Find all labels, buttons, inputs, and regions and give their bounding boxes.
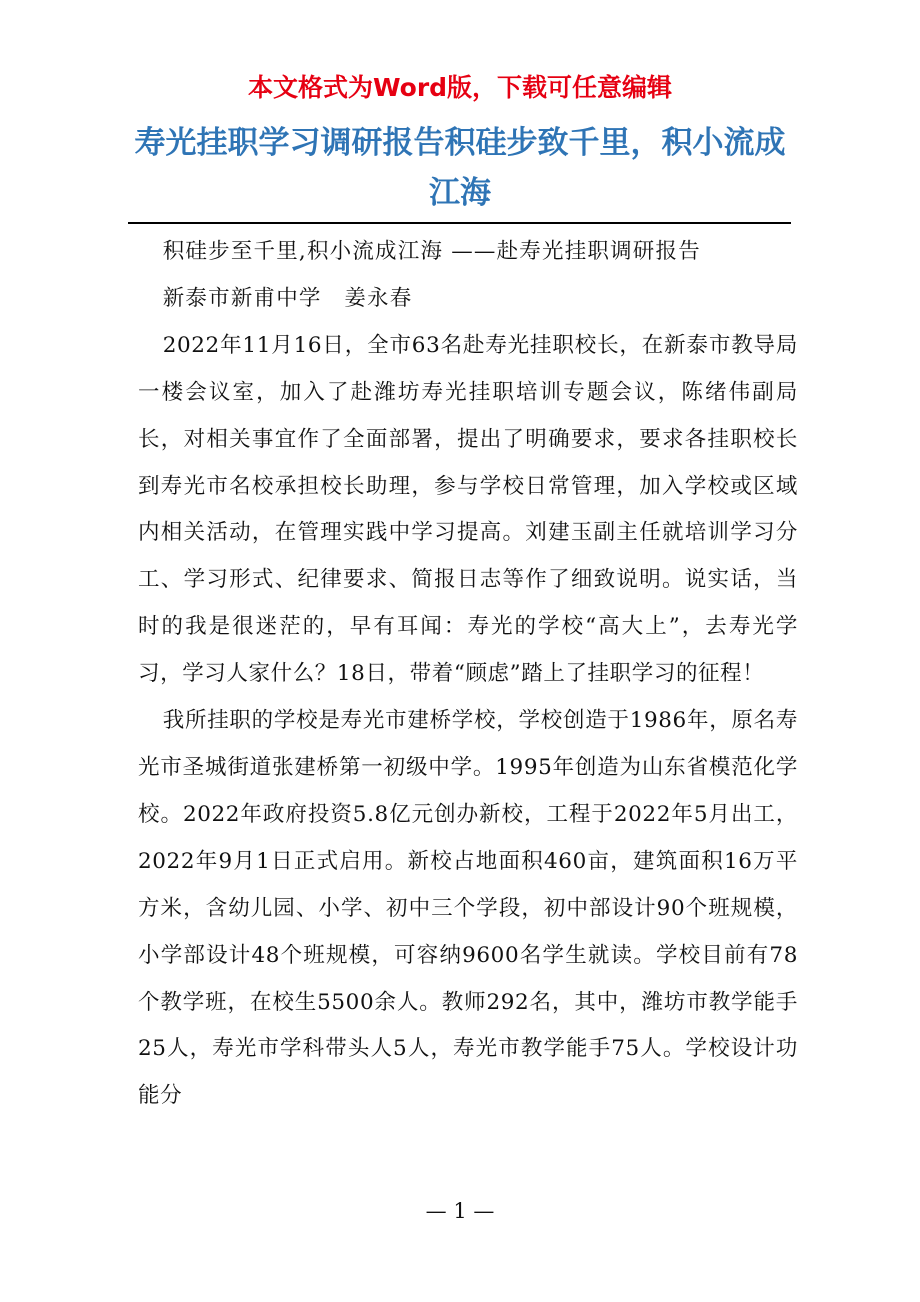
- body-paragraph-2: 我所挂职的学校是寿光市建桥学校，学校创造于1986年，原名寿光市圣城街道张建桥第一初级中学。1995年创造为山东省模范化学校。2022年政府投资5.8亿元创办新校，工程于2022年5月出工，2022年9月1日正式启用。新校占地面积460亩，建筑面积16万平方米，含幼儿园、小学、初中三个学段，初中部设计90个班规模，小学部设计48个班规模，可容纳9600名学生就读。学校目前有78个教学班，在校生5500余人。教师292名，其中，潍坊市教学能手25人，寿光市学科带头人5人，寿光市教学能手75人。学校设计功能分: [138, 708, 798, 1109]
- report-subtitle: 积硅步至千里,积小流成江海 ——赴寿光挂职调研报告: [162, 239, 701, 264]
- title-divider: [128, 222, 791, 224]
- document-title: 寿光挂职学习调研报告积硅步致千里，积小流成江海: [134, 125, 786, 211]
- document-body: [138, 229, 798, 1120]
- format-notice-banner: 本文格式为Word版，下载可任意编辑: [247, 73, 673, 102]
- author-line: 新泰市新甫中学 姜永春: [162, 285, 413, 311]
- page-number: — 1 —: [425, 1199, 495, 1223]
- body-paragraph-1: 2022年11月16日，全市63名赴寿光挂职校长，在新泰市教导局一楼会议室，加入了赴潍坊寿光挂职培训专题会议，陈绪伟副局长，对相关事宜作了全面部署，提出了明确要求，要求各挂职校长到寿光市名校承担校长助理，参与学校日常管理，加入学校或区域内相关活动，在管理实践中学习提高。刘建玉副主任就培训学习分工、学习形式、纪律要求、简报日志等作了细致说明。说实话，当时的我是很迷茫的，早有耳闻：寿光的学校“高大上”，去寿光学习，学习人家什么？18日，带着“顾虑”踏上了挂职学习的征程！: [138, 332, 798, 687]
